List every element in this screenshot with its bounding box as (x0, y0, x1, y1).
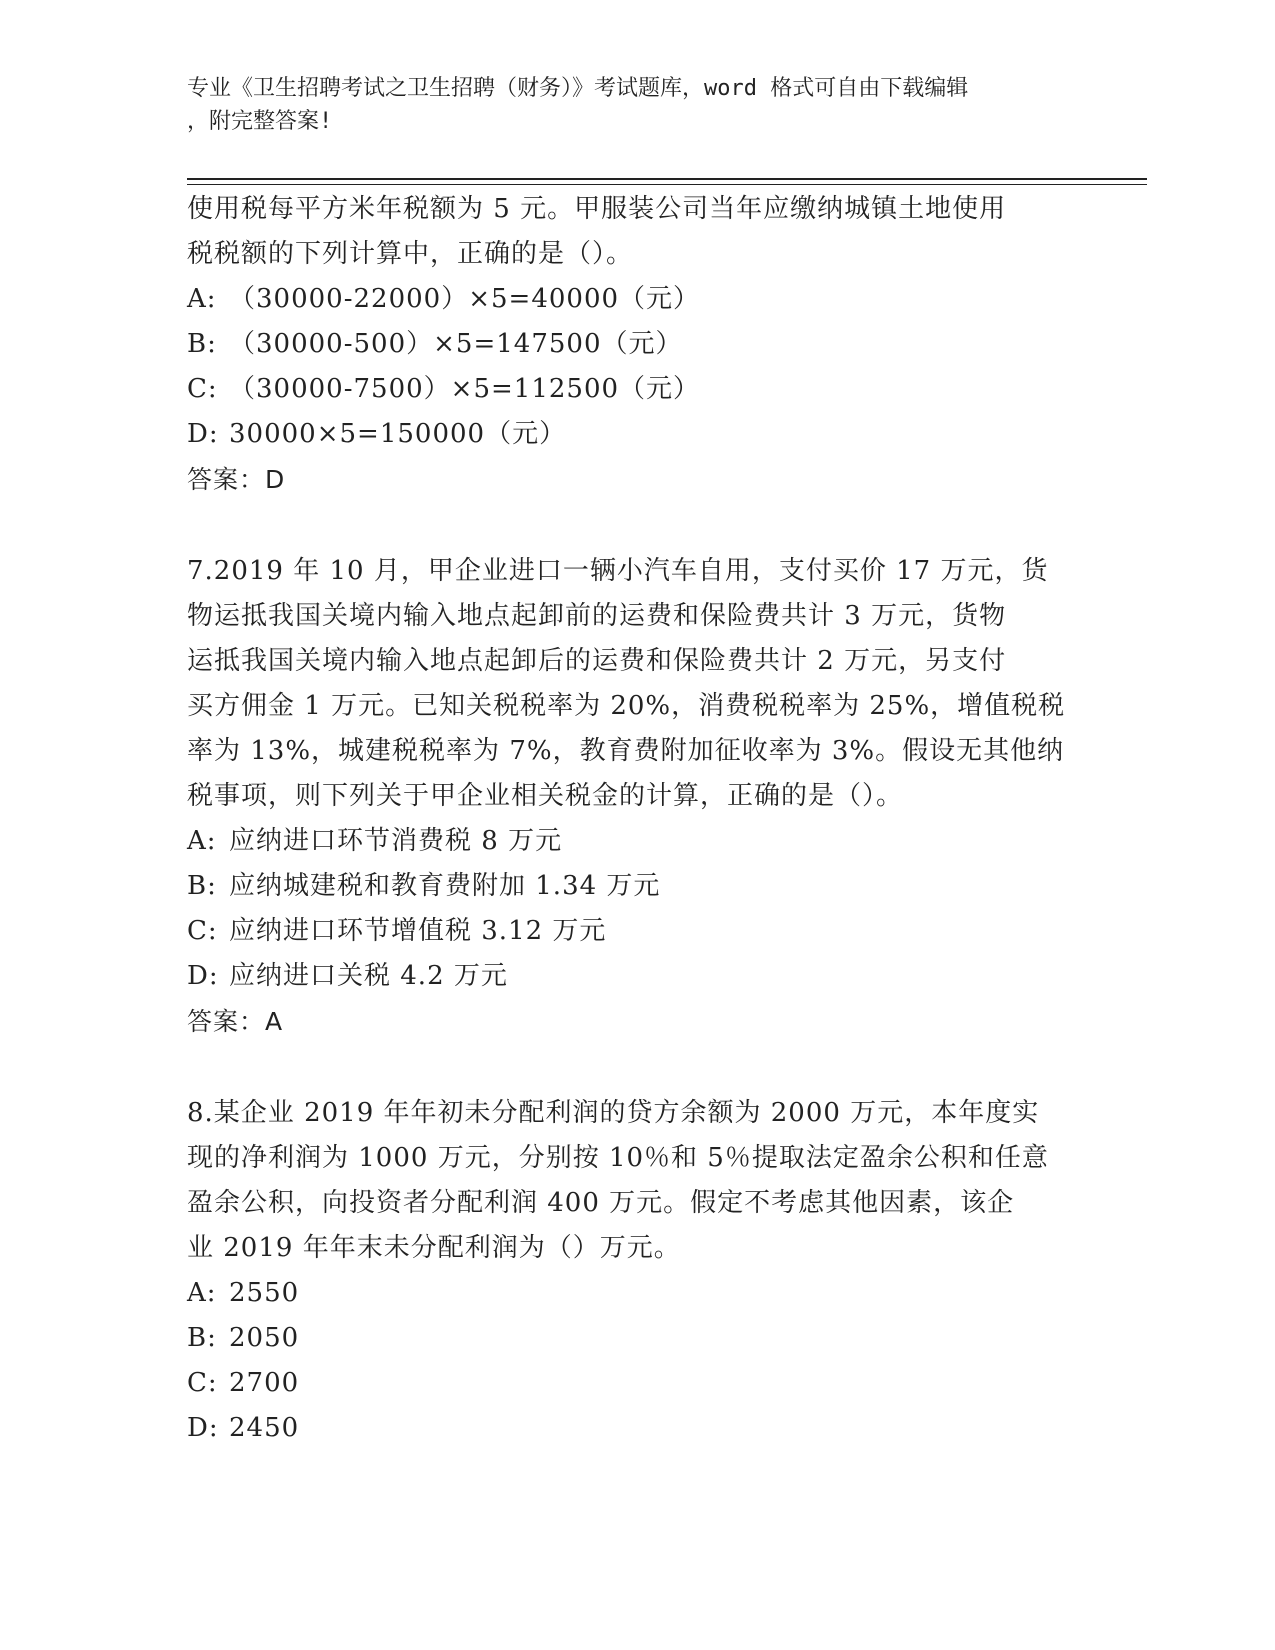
option-b (187, 864, 1067, 909)
question-6 (187, 187, 1067, 502)
answer-line: 答案：D (187, 465, 286, 494)
question-7-stem-line: 率为 13%，城建税税率为 7%，教育费附加征收率为 3%。假设无其他纳 (187, 736, 1065, 766)
option-c (187, 909, 1067, 954)
option-letter: C: (187, 374, 218, 404)
question-7-stem-line: 7.2019 年 10 月，甲企业进口一辆小汽车自用，支付买价 17 万元，货 (187, 556, 1049, 586)
option-letter: D: (187, 1413, 219, 1443)
question-6-stem-line: 使用税每平方米年税额为 5 元。甲服装公司当年应缴纳城镇土地使用 (187, 194, 1007, 224)
question-8-stem-line: 8.某企业 2019 年年初未分配利润的贷方余额为 2000 万元，本年度实 (187, 1098, 1040, 1128)
answer-line: 答案：A (187, 1007, 284, 1036)
option-letter: B: (187, 871, 217, 901)
option-text: （30000-22000）×5=40000（元） (229, 284, 701, 314)
option-text: 应纳城建税和教育费附加 1.34 万元 (229, 871, 661, 901)
option-text: 2050 (229, 1323, 300, 1353)
option-b (187, 322, 1067, 367)
option-a (187, 277, 1067, 322)
question-7-stem-line: 税事项，则下列关于甲企业相关税金的计算，正确的是（）。 (187, 781, 904, 811)
option-a (187, 819, 1067, 864)
option-text: 2450 (229, 1413, 300, 1443)
header-line-1: 专业《卫生招聘考试之卫生招聘（财务）》考试题库，word 格式可自由下载编辑 (187, 76, 969, 101)
question-7-stem-line: 运抵我国关境内输入地点起卸后的运费和保险费共计 2 万元，另支付 (187, 646, 1007, 676)
option-c (187, 1361, 1067, 1406)
option-text: （30000-500）×5=147500（元） (229, 329, 683, 359)
option-text: 2550 (229, 1278, 300, 1308)
option-letter: A: (187, 284, 217, 314)
question-6-stem-line: 税税额的下列计算中，正确的是（）。 (187, 239, 634, 269)
question-7-stem-line: 物运抵我国关境内输入地点起卸前的运费和保险费共计 3 万元，货物 (187, 601, 1007, 631)
header-rule-thin (187, 184, 1147, 185)
option-c (187, 367, 1067, 412)
option-text: 应纳进口关税 4.2 万元 (229, 961, 508, 991)
question-8-stem-line: 盈余公积，向投资者分配利润 400 万元。假定不考虑其他因素，该企 (187, 1188, 1015, 1218)
option-d (187, 1406, 1067, 1451)
option-letter: B: (187, 1323, 217, 1353)
question-content (187, 187, 1067, 1451)
option-letter: A: (187, 826, 217, 856)
option-letter: A: (187, 1278, 217, 1308)
question-8 (187, 1091, 1067, 1451)
option-letter: D: (187, 419, 219, 449)
option-d (187, 954, 1067, 999)
header-line-2: ，附完整答案! (187, 109, 333, 134)
option-letter: C: (187, 1368, 218, 1398)
option-letter: D: (187, 961, 219, 991)
option-text: 应纳进口环节消费税 8 万元 (229, 826, 563, 856)
question-7 (187, 549, 1067, 1044)
option-letter: C: (187, 916, 218, 946)
option-d (187, 412, 1067, 457)
option-text: 30000×5=150000（元） (229, 419, 567, 449)
question-8-stem-line: 现的净利润为 1000 万元，分别按 10％和 5％提取法定盈余公积和任意 (187, 1143, 1049, 1173)
option-text: 2700 (229, 1368, 300, 1398)
question-8-stem-line: 业 2019 年年末未分配利润为（）万元。 (187, 1233, 681, 1263)
option-text: 应纳进口环节增值税 3.12 万元 (229, 916, 607, 946)
question-7-stem-line: 买方佣金 1 万元。已知关税税率为 20%，消费税税率为 25%，增值税税 (187, 691, 1066, 721)
header-rule-thick (187, 178, 1147, 180)
document-header (187, 72, 1067, 138)
option-a (187, 1271, 1067, 1316)
option-text: （30000-7500）×5=112500（元） (229, 374, 701, 404)
option-b (187, 1316, 1067, 1361)
option-letter: B: (187, 329, 217, 359)
